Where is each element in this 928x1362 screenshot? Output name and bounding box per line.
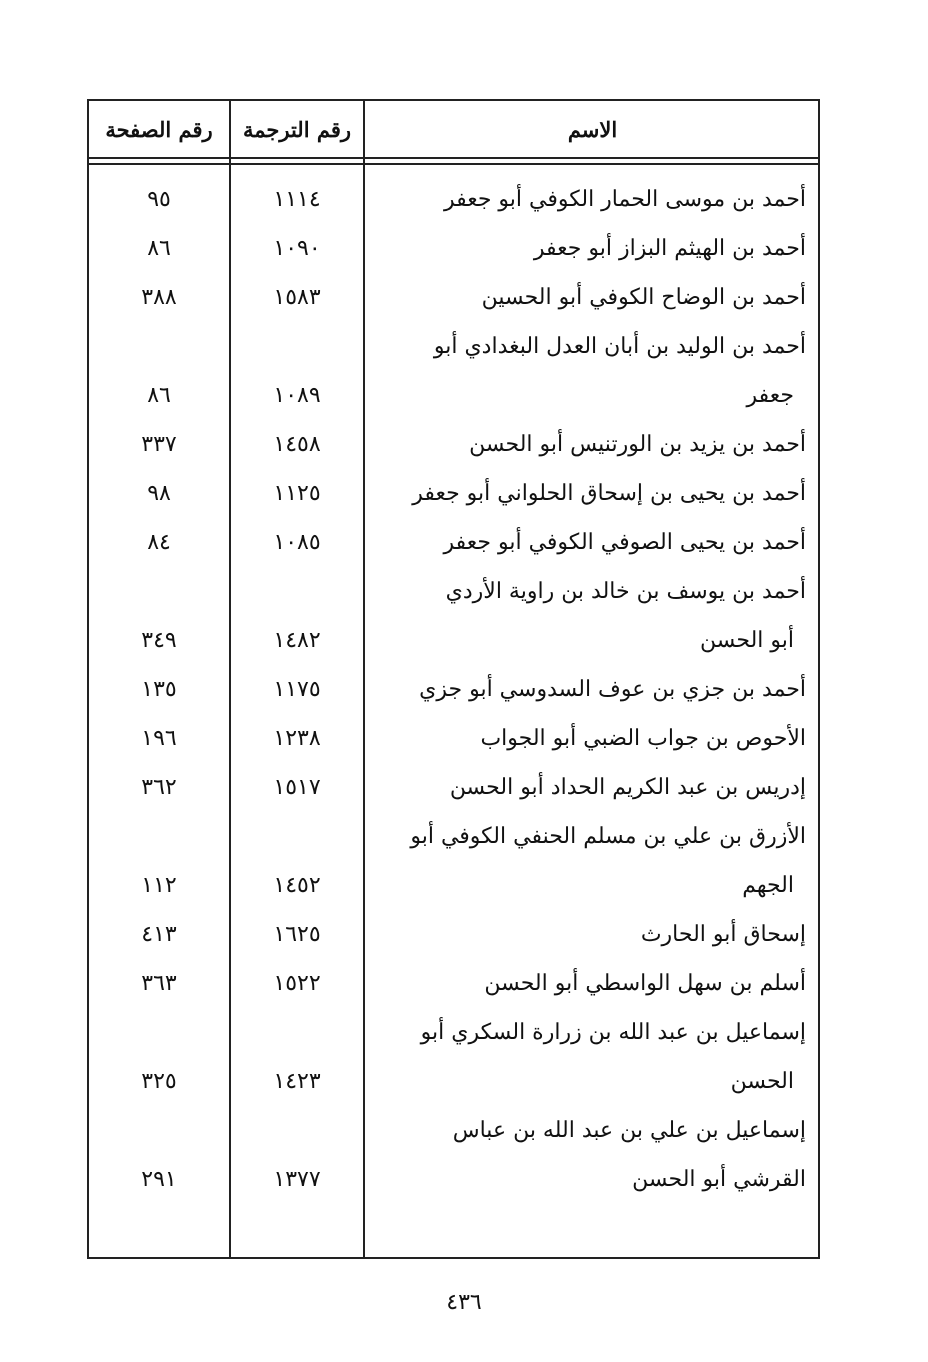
- table-body: [89, 175, 818, 1204]
- page-number-cell: ٣٣٧: [141, 432, 177, 457]
- name-cell: إدريس بن عبد الكريم الحداد أبو الحسن: [449, 775, 806, 800]
- name-cell: الأزرق بن علي بن مسلم الحنفي الكوفي أبو: [410, 824, 806, 849]
- page-number-cell: ٣٦٣: [141, 971, 177, 996]
- name-cell: أحمد بن يوسف بن خالد بن راوية الأردي: [445, 579, 806, 604]
- page-number: ٤٣٦: [446, 1290, 482, 1315]
- header-rule: [89, 157, 818, 159]
- entry-number-cell: ١٠٨٥: [273, 530, 321, 555]
- name-cell: الأحوص بن جواب الضبي أبو الجواب: [480, 726, 806, 751]
- table-row: [89, 420, 818, 469]
- name-cell: أحمد بن موسى الحمار الكوفي أبو جعفر: [443, 187, 806, 212]
- entry-number-cell: ١١٧٥: [273, 677, 321, 702]
- table-row: [89, 714, 818, 763]
- entry-number-cell: ١٢٣٨: [273, 726, 321, 751]
- table-row: [89, 1155, 818, 1204]
- page-number-cell: [89, 1008, 229, 1057]
- table-row: [89, 224, 818, 273]
- page-number-cell: ٩٥: [147, 187, 171, 212]
- name-cell: أسلم بن سهل الواسطي أبو الحسن: [484, 971, 806, 996]
- page-number-cell: ٣٨٨: [141, 285, 177, 310]
- name-cell: الحسن: [730, 1069, 794, 1094]
- name-cell: أحمد بن يحيى بن إسحاق الحلواني أبو جعفر: [412, 481, 806, 506]
- name-cell: الجهم: [742, 873, 794, 898]
- table-row: [89, 175, 818, 224]
- entry-number-cell: ١٦٢٥: [273, 922, 321, 947]
- name-cell: أحمد بن الوليد بن أبان العدل البغدادي أبو: [433, 334, 806, 359]
- page-number-cell: ٨٦: [147, 236, 171, 261]
- table-row: [89, 273, 818, 322]
- header-name: الاسم: [567, 116, 618, 142]
- table-row: [89, 861, 818, 910]
- entry-number-cell: ١٥٢٢: [273, 971, 321, 996]
- header-page-number: رقم الصفحة: [105, 116, 213, 142]
- entry-number-cell: ١٤٥٨: [273, 432, 321, 457]
- table-row: [89, 1057, 818, 1106]
- page-number-cell: ٩٨: [147, 481, 171, 506]
- name-cell: إسماعيل بن عبد الله بن زرارة السكري أبو: [420, 1020, 806, 1045]
- table-row: [89, 812, 818, 861]
- page-number-cell: ١٣٥: [141, 677, 177, 702]
- table-row: [89, 322, 818, 371]
- name-cell: أحمد بن يحيى الصوفي الكوفي أبو جعفر: [443, 530, 806, 555]
- entry-number-cell: ١٤٨٢: [273, 628, 321, 653]
- header-entry-number: رقم الترجمة: [243, 116, 352, 142]
- entry-number-cell: [231, 812, 363, 861]
- table-row: [89, 763, 818, 812]
- entry-number-cell: [231, 567, 363, 616]
- table-row: [89, 1106, 818, 1155]
- name-cell: إسحاق أبو الحارث: [640, 922, 806, 947]
- entry-number-cell: ١٠٩٠: [273, 236, 321, 261]
- name-cell: جعفر: [746, 383, 794, 408]
- page-number-cell: ٣٦٢: [141, 775, 177, 800]
- header-rule: [89, 163, 818, 165]
- table-row: [89, 518, 818, 567]
- table-row: [89, 616, 818, 665]
- table-row: [89, 567, 818, 616]
- page-number-cell: ٨٤: [147, 530, 171, 555]
- entry-number-cell: [231, 1106, 363, 1155]
- entry-number-cell: ١٥١٧: [273, 775, 321, 800]
- page-number-cell: [89, 812, 229, 861]
- entry-number-cell: ١٤٢٣: [273, 1069, 321, 1094]
- page-number-cell: [89, 567, 229, 616]
- table-row: [89, 910, 818, 959]
- entry-number-cell: ١١٢٥: [273, 481, 321, 506]
- page-number-cell: ٢٩١: [141, 1167, 177, 1192]
- page-number-cell: [89, 322, 229, 371]
- table-row: [89, 469, 818, 518]
- table-row: [89, 371, 818, 420]
- page-number-cell: ٤١٣: [141, 922, 177, 947]
- name-cell: القرشي أبو الحسن: [632, 1167, 806, 1192]
- page-number-cell: ٣٤٩: [141, 628, 177, 653]
- table-row: [89, 959, 818, 1008]
- page-number-cell: [89, 1106, 229, 1155]
- entry-number-cell: ١٠٨٩: [273, 383, 321, 408]
- entry-number-cell: [231, 1008, 363, 1057]
- name-cell: أبو الحسن: [700, 628, 794, 653]
- name-cell: إسماعيل بن علي بن عبد الله بن عباس: [452, 1118, 806, 1143]
- name-cell: أحمد بن الوضاح الكوفي أبو الحسين: [481, 285, 806, 310]
- table-row: [89, 1008, 818, 1057]
- entry-number-cell: ١١١٤: [273, 187, 321, 212]
- table-row: [89, 665, 818, 714]
- entry-number-cell: [231, 322, 363, 371]
- index-table: [87, 99, 820, 1259]
- page-number-cell: ٨٦: [147, 383, 171, 408]
- entry-number-cell: ١٤٥٢: [273, 873, 321, 898]
- name-cell: أحمد بن يزيد بن الورتنيس أبو الحسن: [469, 432, 806, 457]
- entry-number-cell: ١٣٧٧: [273, 1167, 321, 1192]
- page-number-cell: ١٩٦: [141, 726, 177, 751]
- page-number-cell: ٣٢٥: [141, 1069, 177, 1094]
- page-number-cell: ١١٢: [141, 873, 177, 898]
- name-cell: أحمد بن الهيثم البزاز أبو جعفر: [533, 236, 806, 261]
- entry-number-cell: ١٥٨٣: [273, 285, 321, 310]
- name-cell: أحمد بن جزي بن عوف السدوسي أبو جزي: [419, 677, 806, 702]
